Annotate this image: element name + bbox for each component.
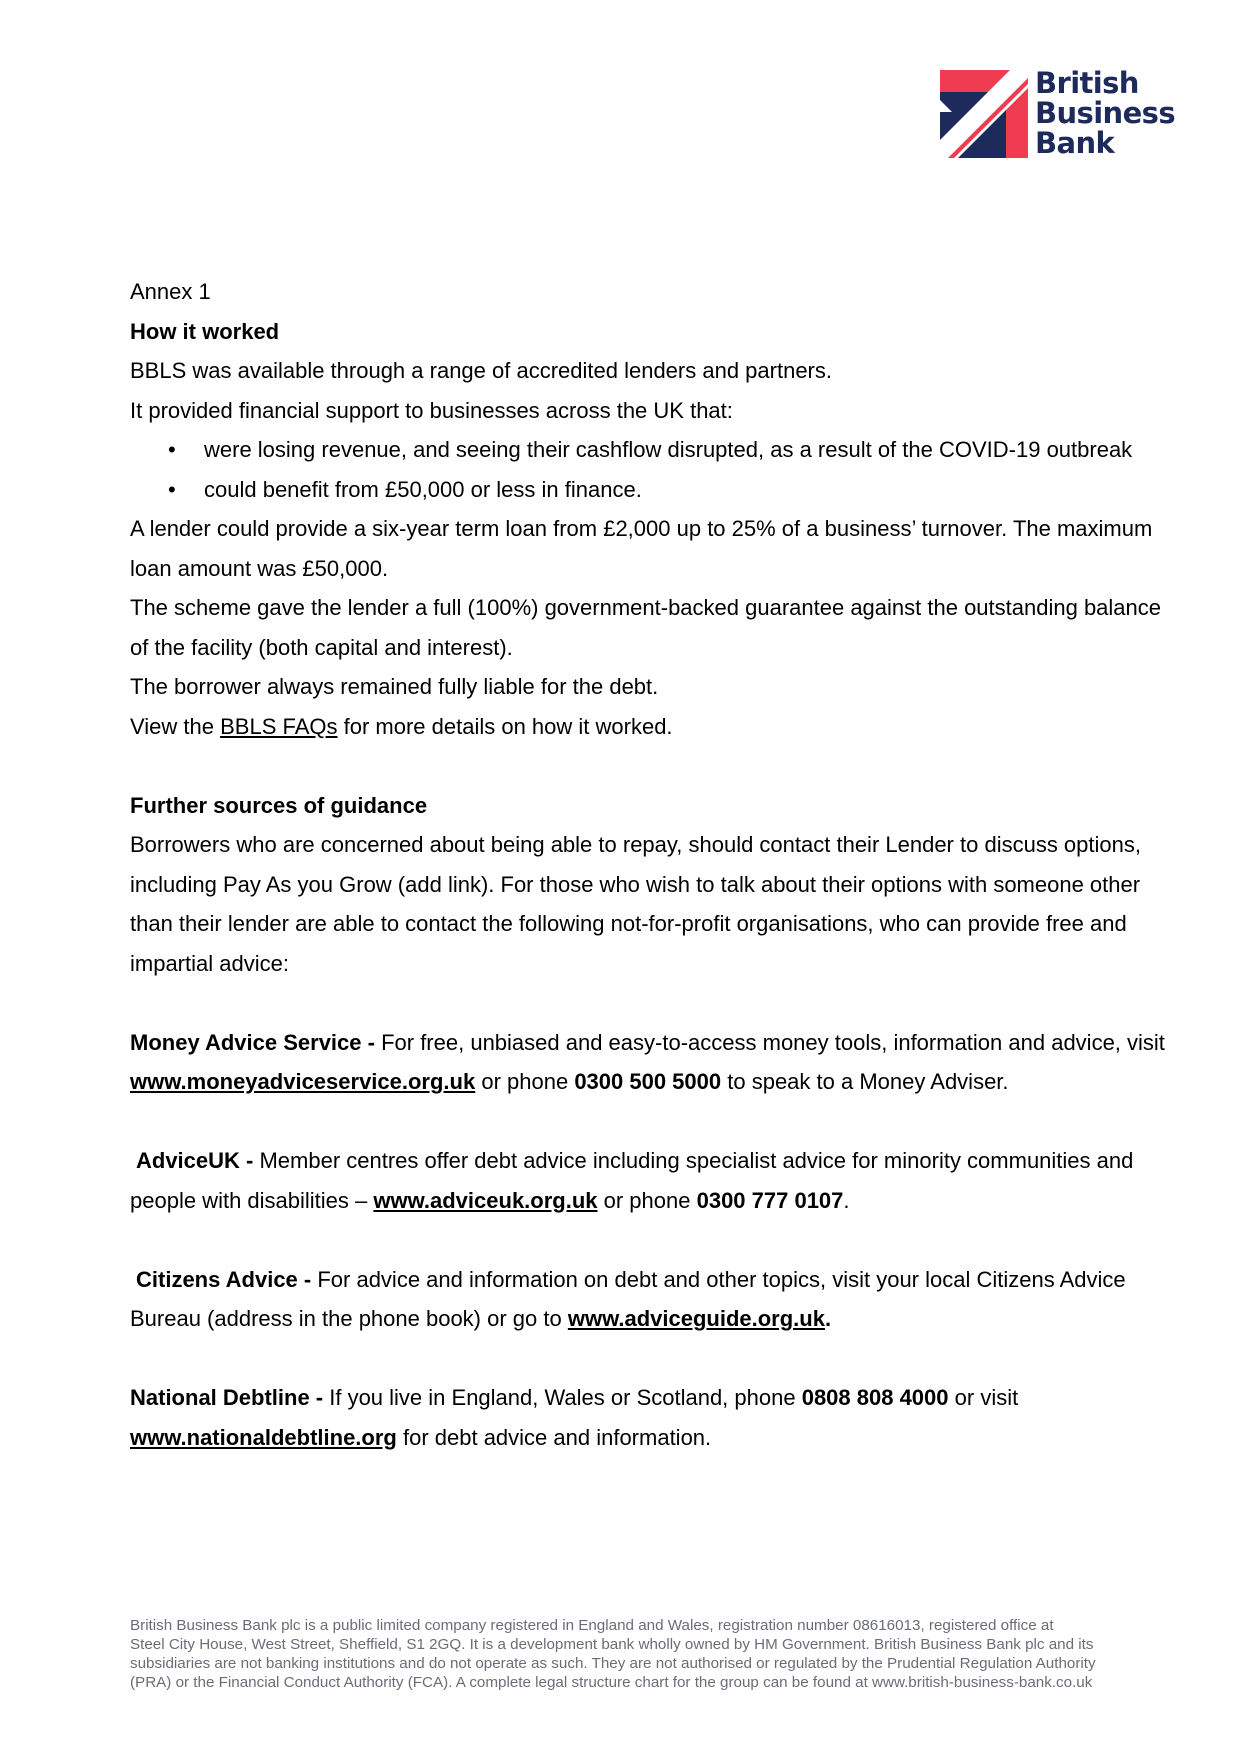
- org-name: Citizens Advice -: [136, 1266, 312, 1292]
- list-item-text: could benefit from £50,000 or less in finance.: [204, 476, 642, 502]
- union-flag-logo-icon: [940, 70, 1028, 158]
- money-advice-service-paragraph: Money Advice Service - For free, unbiased and easy-to-access money tools, information and advice, visit www.moneyadviceservice.org.uk or phone 0300 500 5000 to speak to a Money Adviser.: [130, 1029, 1165, 1094]
- annex-label: Annex 1: [130, 279, 211, 304]
- how-paragraph-5: The borrower always remained fully liable for the debt.: [130, 674, 659, 699]
- how-paragraph-6: View the BBLS FAQs for more details on how it worked.: [130, 713, 673, 739]
- list-item: [130, 430, 1165, 470]
- list-item: [130, 470, 1165, 510]
- citizens-advice-paragraph: Citizens Advice - For advice and information on debt and other topics, visit your local Citizens Advice Bureau (address in the phone book) or go to www.adviceguide.org.uk.: [130, 1266, 1126, 1331]
- moneyadviceservice-link[interactable]: www.moneyadviceservice.org.uk: [130, 1069, 476, 1094]
- bbls-faqs-link[interactable]: BBLS FAQs: [220, 713, 338, 739]
- how-it-worked-heading: How it worked: [130, 318, 280, 344]
- further-guidance-heading: Further sources of guidance: [130, 792, 428, 818]
- adviceuk-paragraph: AdviceUK - Member centres offer debt advice including specialist advice for minority communities and people with disabilities – www.adviceuk.org.uk or phone 0300 777 0107.: [130, 1148, 1134, 1213]
- document-body: [130, 272, 1165, 1457]
- logo-line-3: Bank: [1035, 126, 1115, 160]
- logo-wordmark: [1035, 68, 1175, 158]
- adviceguide-link[interactable]: www.adviceguide.org.uk: [567, 1306, 825, 1331]
- phone-number: 0300 500 5000: [574, 1069, 722, 1094]
- footer-line: British Business Bank plc is a public limited company registered in England and Wales, registration number 08616013, registered office at: [130, 1617, 1054, 1634]
- legal-footer: [130, 1616, 1170, 1692]
- national-debtline-paragraph: National Debtline - If you live in England, Wales or Scotland, phone 0808 808 4000 or visit www.nationaldebtline.org for debt advice and information.: [130, 1385, 1019, 1450]
- adviceuk-link[interactable]: www.adviceuk.org.uk: [373, 1187, 598, 1213]
- logo-line-1: British: [1035, 66, 1139, 100]
- british-business-bank-logo: [940, 66, 1175, 160]
- phone-number: 0300 777 0107: [696, 1187, 844, 1213]
- how-paragraph-4: The scheme gave the lender a full (100%) government-backed guarantee against the outstanding balance of the facility (both capital and interest).: [130, 595, 1162, 660]
- nationaldebtline-link[interactable]: www.nationaldebtline.org: [130, 1424, 397, 1450]
- eligibility-list: [130, 430, 1165, 509]
- how-paragraph-3: A lender could provide a six-year term loan from £2,000 up to 25% of a business’ turnover. The maximum loan amount was £50,000.: [130, 516, 1153, 581]
- footer-line: Steel City House, West Street, Sheffield, S1 2GQ. It is a development bank wholly owned by HM Government. British Business Bank plc and its: [130, 1636, 1094, 1653]
- how-paragraph-1: BBLS was available through a range of accredited lenders and partners.: [130, 358, 832, 383]
- org-name: AdviceUK -: [136, 1148, 254, 1173]
- guidance-intro: Borrowers who are concerned about being able to repay, should contact their Lender to discuss options, including Pay As you Grow (add link). For those who wish to talk about their options with someone other than their lender are able to contact the following not-for-profit organisations, who can provide free and impartial advice:: [130, 832, 1141, 976]
- bullet-icon: •: [168, 476, 176, 502]
- list-item-text: were losing revenue, and seeing their cashflow disrupted, as a result of the COVID-19 outbreak: [204, 437, 1133, 462]
- how-paragraph-2: It provided financial support to businesses across the UK that:: [130, 397, 733, 423]
- org-name: National Debtline -: [130, 1385, 324, 1410]
- org-name: Money Advice Service -: [130, 1029, 375, 1055]
- footer-line: subsidiaries are not banking institutions and do not operate as such. They are not authorised or regulated by the Prudential Regulation Authority: [130, 1655, 1096, 1672]
- footer-line: (PRA) or the Financial Conduct Authority (FCA). A complete legal structure chart for the group can be found at www.british-business-bank.co.uk: [130, 1674, 1093, 1691]
- bullet-icon: •: [168, 437, 176, 462]
- phone-number: 0808 808 4000: [801, 1385, 949, 1410]
- logo-line-2: Business: [1035, 96, 1175, 130]
